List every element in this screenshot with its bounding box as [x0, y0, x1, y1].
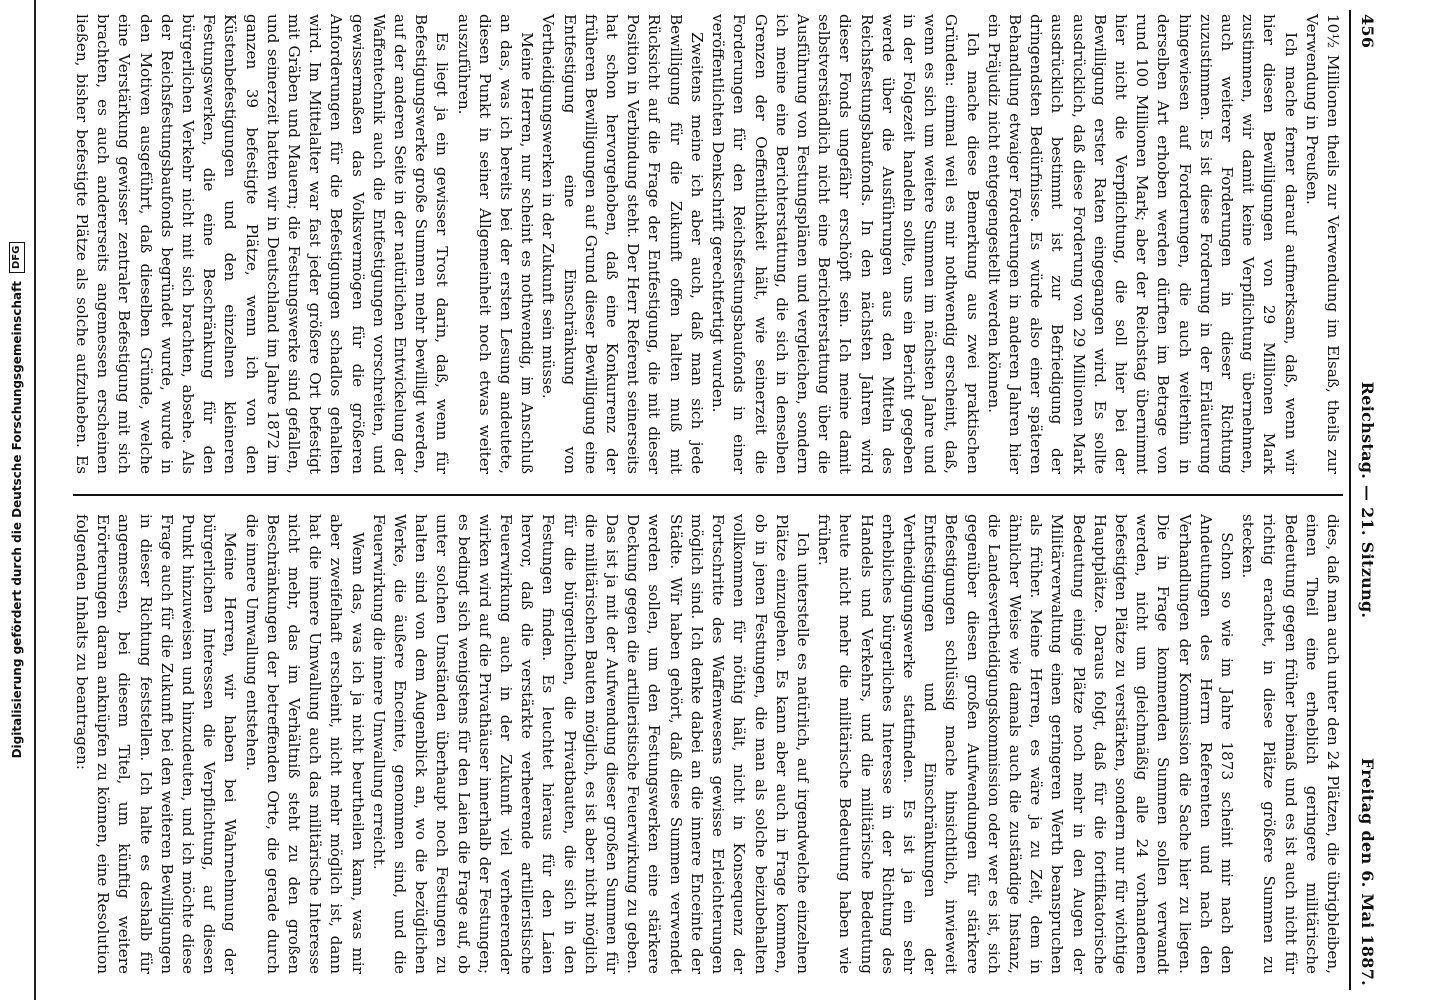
paragraph: Zweitens meine ich aber auch, daß man sich jede Bewilligung für die Zukunft offen halten muß mit Rücksicht auf die Frage der Entfestigung, die mit dieser Position in Verbindung steht. Der Herr Referent seinerseits hat schon hervorgehoben, daß eine Konkurrenz der früheren Bewilligungen auf Grund dieser Bewilligung eine Entfestigung eine Einschränkung von Vertheidigungswerken in der Zukunft sein müsse.: [539, 14, 706, 474]
right-column: [73, 514, 1343, 974]
paragraph: Wenn das, was ich ja nicht beurtheilen kann, was mir aber zweifelhaft erscheint, nicht mehr möglich ist, dann hat die innere Umwallung auch das militärische Interesse nicht mehr, das im Verhältniß steht zu den großen Beschränkungen der betreffenden Orte, die gerade durch die innere Umwallung entstehen.: [242, 514, 367, 974]
dfg-logo: DFG: [9, 242, 25, 273]
page-header: [1357, 14, 1377, 986]
paragraph: Schon so wie im Jahre 1873 scheint mir nach den Andeutungen des Herrn Referenten und nach den Verhandlungen der Kommission die Sache hier zu liegen. Die in Frage kommenden Summen sollen verwandt werden, nicht um gleichmäßig alle 24 vorhandenen befestigten Plätze zu verstärken, sondern nur für wichtige Hauptplätze. Daraus folgt, daß für die fortifikatorische Bedeutung einige Plätze noch mehr in den Augen der Militärverwaltung einen geringeren Werth beanspruchen als früher. Meine Herren, es wäre ja zu Zeit, dem in ähnlicher Weise wie damals auch die zuständige Instanz, die Landesvertheidigungskommission oder wer es ist, sich gegenüber diesen großen Aufwendungen für stärkere Befestigungen schlüssig mache hinsichtlich, inwieweit Entfestigungen und Einschränkungen der Vertheidigungswerke stattfinden. Es ist ja ein sehr erhebliches bürgerliches Interesse in der Richtung des Handels und Verkehrs, und die militärische Bedeutung heute nicht mehr die militärische Bedeutung haben wie früher.: [815, 514, 1236, 974]
page-number: 456: [1358, 14, 1377, 49]
header-rule: [1349, 10, 1351, 990]
column-divider: [73, 494, 1343, 496]
paragraph: 10½ Millionen theils zur Verwendung im Elsaß, theils zur Verwendung in Preußen.: [1302, 14, 1342, 474]
newspaper-page: [63, 10, 1383, 990]
paragraph: Ich mache diese Bemerkung aus zwei praktischen Gründen: einmal weil es mir nothwendig erscheint, daß, wenn es sich um weitere Summen im nächsten Jahre und in der Folgezeit handeln sollte, uns ein Bericht gegeben werde über die Ausführungen aus den Mitteln des Reichsfestungsbaufonds. In den nächsten Jahren wird dieser Fonds ungefähr erschöpft sein. Ich meine damit selbstverständlich nicht eine Berichterstattung über die Ausführung von Festungsplänen und vergleichen, sondern ich meine eine Berichterstattung, die sich in denselben Grenzen der Oeffentlichkeit hält, wie seinerzeit die Forderungen für den Reichsfestungsbaufonds in einer veröffentlichten Denkschrift gerechtfertigt wurden.: [709, 14, 982, 474]
paragraph: Ich unterstelle es natürlich, auf irgendwelche einzelnen Plätze einzugehen. Es kann aber auch in Frage kommen, ob in jenen Festungen, die man als solche beizubehalten vollkommen für nöthig hält, nicht in Konsequenz der Fortschritte des Waffenwesens gewisse Erleichterungen möglich sind. Ich denke dabei an die innere Enceinte der Städte. Wir haben gehört, daß diese Summen verwendet werden sollen, um den Festungswerken eine stärkere Deckung gegen die artilleristische Feuerwirkung zu geben. Das ist ja mit der Aufwendung dieser großen Summen für die militärischen Bauten möglich, es ist aber nicht möglich für die bürgerlichen, die Privatbauten, die sich in den Festungen finden. Es leuchtet hieraus für den Laien hervor, daß die verstärkte verheerende artilleristische Feuerwirkung auch in der Zukunft viel verheerender wirken wird auf die Privathäuser innerhalb der Festungen; es bedingt sich wenigstens für den Laien die Frage auf, ob unter solchen Umständen überhaupt noch Festungen zu halten sind von dem Augenblick an, wo die bezüglichen Werke, die äußere Enceinte, genommen sind, und die Feuerwirkung die innere Umwallung erreicht.: [369, 514, 812, 974]
digitization-sidebar: [0, 0, 36, 1000]
paragraph: Meine Herren, wir haben bei Wahrnehmung der bürgerlichen Interessen die Verpflichtung, auf diesen Punkt hinzuweisen und hinzudeuten, und ich möchte diese Frage auch für die Zukunft bei den weiteren Bewilligungen in dieser Richtung feststellen. Ich halte es deshalb für angemessen, bei diesem Titel, um künftig weitere Erörterungen daran anknüpfen zu können, eine Resolution folgenden Inhalts zu beantragen:: [73, 514, 240, 974]
header-date: Freitag den 6. Mai 1887.: [1358, 757, 1377, 986]
digitization-notice: Digitalisierung gefördert durch die Deutsche Forschungsgemeinschaft: [10, 280, 24, 759]
paragraph: dies, daß man auch unter den 24 Plätzen, die übrigbleiben, einen Theil eine erheblich geringere militärische Bedeutung gegen früher beimaß und es ist auch nicht für richtig erachtet, in diese Plätze größere Summen zu stecken.: [1239, 514, 1342, 974]
paragraph: Es liegt ja ein gewisser Trost darin, daß, wenn für Befestigungswerke große Summen mehr bewilligt werden, auf der anderen Seite in der natürlichen Entwickelung der Waffentechnik auch die Entfestigungen vorschreiten, und gewissermaßen das Volksvermögen für die größeren Anforderungen für die Befestigungen schadlos gehalten wird. Im Mittelalter war fast jeder größere Ort befestigt mit Gräben und Mauern; die Festungswerke sind gefallen, und seinerzeit hatten wir in Deutschland im Jahre 1872 im ganzen 39 befestigte Plätze, wenn ich von den Küstenbefestigungen und den einzelnen kleineren Festungswerken, die eine Beschränkung für den bürgerlichen Verkehr nicht mit sich brachten, absehe. Als der Reichsfestungsbaufonds begründet wurde, wurde in den Motiven ausgeführt, daß dieselben Gründe, welche eine Verstärkung gewisser zentraler Befestigung mit sich brachten, es auch andererseits angemessen erscheinen ließen, bisher befestigte Plätze als solche aufzuheben. Es: [73, 14, 452, 474]
paragraph: Meine Herren, nur scheint es nothwendig, im Anschluß an das, was ich bereits bei der ersten Lesung andeutete, diesen Punkt in seiner Allgemeinheit noch etwas weiter auszuführen.: [454, 14, 537, 474]
left-column: [73, 14, 1343, 474]
header-title: Reichstag. — 21. Sitzung.: [1358, 381, 1377, 619]
paragraph: Ich mache ferner darauf aufmerksam, daß, wenn wir hier diesen Bewilligungen von 29 Millionen Mark zustimmen, wir damit keine Verpflichtung übernehmen, auch weiterer Forderungen in dieser Richtung zuzustimmen. Es ist diese Forderung in der Erläuterung hingewiesen auf Forderungen, die auch weiterhin in derselben Art erhoben werden dürften im Betrage von rund 100 Millionen Mark; aber der Reichstag übernimmt hier nicht die Verpflichtung, die soll hier bei der Bewilligung erster Raten eingegangen wird. Es sollte ausdrücklich, daß diese Forderung von 29 Millionen Mark ausdrücklich bestimmt ist zur Befriedigung der dringendsten Bedürfnisse. Es würde also einer späteren Behandlung etwaiger Forderungen in anderen Jahren hier ein Präjudiz nicht entgegengestellt werden können.: [984, 14, 1300, 474]
